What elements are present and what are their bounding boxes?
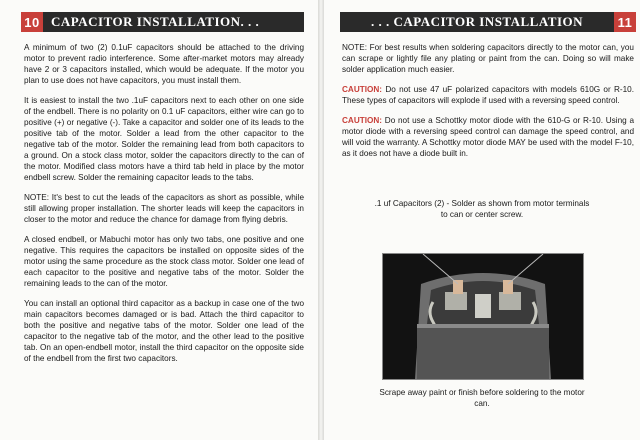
left-page-title: CAPACITOR INSTALLATION. . . (51, 14, 260, 29)
paragraph: A closed endbell, or Mabuchi motor has only two tabs, one positive and one negative. This requires the capacitors be installed on opposite sides of the motor using the same procedure as the stock class motor. Solder one lead of each capacitor to the positive and negative tabs of the motor. Solder the remaining leads to the can of the motor. (24, 235, 304, 288)
left-page (0, 0, 318, 440)
paragraph: You can install an optional third capacitor as a backup in case one of the two main capacitors becomes damaged or is bad. Attach the third capacitor to both the positive and negative tabs of the motor. Solder one lead of the capacitor to the negative tab of the motor, and the other lead to the positive tab. On an open-endbell motor, install the third capacitor on the opposite side of the endbell from the first two capacitors. (24, 299, 304, 363)
left-page-number: 10 (21, 12, 43, 32)
caution-text: Do not use a Schottky motor diode with the 610-G or R-10. Using a motor diode with a reversing speed control can damage the speed control, and will void the warranty. A Schottky motor diode MAY be used with the model F-10, as it does not have a diode built in. (342, 116, 634, 158)
left-body-text (24, 42, 304, 373)
motor-photo (382, 253, 584, 380)
left-header-bar (21, 12, 304, 32)
caution-label: CAUTION: (342, 116, 383, 125)
caution-label: CAUTION: (342, 85, 383, 94)
right-page (324, 0, 640, 440)
right-page-number: 11 (614, 12, 636, 32)
caution-paragraph (342, 115, 634, 159)
right-header-bar (340, 12, 636, 32)
paragraph: A minimum of two (2) 0.1uF capacitors should be attached to the driving motor to prevent radio interference. Some after-market motors may already have 2 or 3 capacitors installed, which would be adequate. If the motor you plan to use does not have capacitors, you must install them. (24, 43, 304, 85)
right-body-text (342, 42, 634, 168)
note-paragraph: NOTE: It's best to cut the leads of the capacitors as short as possible, while still allowing proper installation. The shorter leads will keep the capacitors in closer to the motor and reduce the chance for damage from flying debris. (24, 193, 304, 224)
caution-text: Do not use 47 uF polarized capacitors with models 610G or R-10. These types of capacitors will explode if used with a reversing speed control. (342, 85, 634, 105)
figure-callout-top: .1 uf Capacitors (2) - Solder as shown from motor terminals to can or center screw. (374, 199, 590, 219)
motor-illustration (383, 254, 583, 379)
note-paragraph: NOTE: For best results when soldering capacitors directly to the motor can, you can scrape or lightly file any plating or paint from the can. Doing so will make solder application much easier. (342, 43, 634, 74)
caution-paragraph (342, 84, 634, 106)
paragraph: It is easiest to install the two .1uF capacitors next to each other on one side of the endbell. There is no polarity on 0.1 uF capacitors, either wire can go to positive (+) or negative (-). Take a capacitor and solder one of its leads to the positive tab of the motor. Solder a lead from the other capacitor to the negative tab of the motor. Solder the remaining lead from both capacitors to a ground. On a stock class motor, solder the capacitors directly to the can of the motor. Modified class motors have a third tab held in place by the motor endbell screw. Solder the remaining capacitor leads to the tabs. (24, 96, 304, 182)
figure-callout-bottom: Scrape away paint or finish before soldering to the motor can. (379, 388, 585, 408)
right-page-title: . . . CAPACITOR INSTALLATION (370, 14, 584, 29)
